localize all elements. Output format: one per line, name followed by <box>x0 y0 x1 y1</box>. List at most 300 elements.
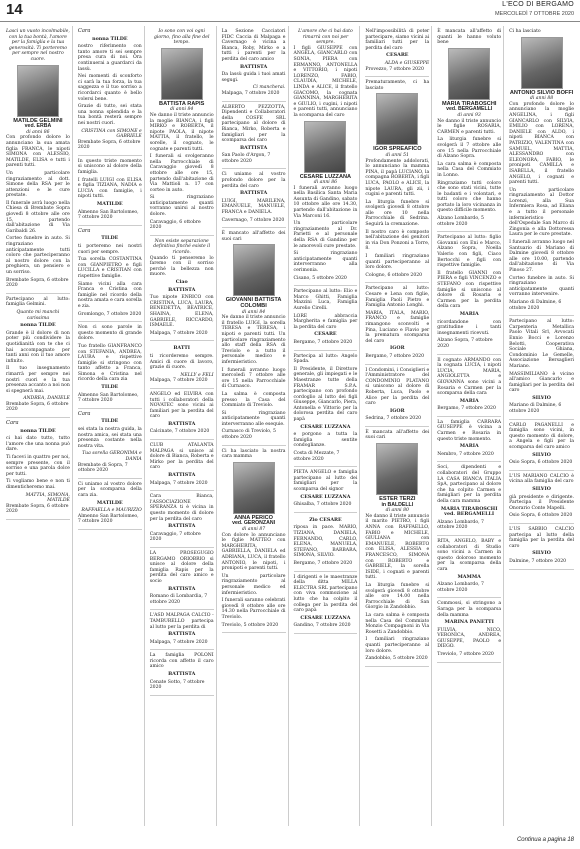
place-date: Malpaga, 7 ottobre 2020 <box>149 378 208 384</box>
signature: ANDREA, DANIELE <box>23 396 70 402</box>
notice-text: Con profondo dolore lo annunciano la sua amata figlia FRANCA, le nipoti SIMONA con ALESSIO, MATILDE, ELISA e tutti i parenti tutti. <box>6 135 70 169</box>
notice-text: L'US SABBIO CALCIO partecipa al lutto della famiglia per la perdita del caro <box>509 526 574 549</box>
name-heading: CESARE <box>314 331 337 338</box>
obituary-notice <box>150 548 214 610</box>
name-heading: MAMMA <box>457 573 481 580</box>
signature: MATTIA, SIMONA, MATILDE <box>25 492 70 504</box>
notice-text: LUIGI, MARILENA, EMANUELE, MANUELE, FRANCA e DANIELA. <box>221 198 286 216</box>
notice-text: ANGELO ed ELVIRA con tutti i collaboratori della NOVATEC sono vicini ai familiari per la perdita del caro <box>149 391 214 420</box>
obituary-notice <box>294 26 358 286</box>
obituary-notice <box>437 355 501 417</box>
place-date: Costa di Mezzate, 7 ottobre 2020 <box>293 451 340 462</box>
notice-text: L'US MARIANO CALCIO è vicina alla famiglia del caro <box>509 473 574 485</box>
place-date: Brembate Sopra, 6 ottobre 2020 <box>6 401 69 413</box>
obituary-notice <box>222 26 286 102</box>
name-heading: MARINA PANETTI <box>444 619 494 626</box>
deceased-info <box>365 147 429 158</box>
notice-text: I funerali saranno celebrati giovedì 8 ottobre alle ore 14.30 nella Parrocchiale di Treviolo. <box>221 598 286 620</box>
deceased-name: ANTONIO SILVIO BOFFI <box>509 89 574 96</box>
notice-text: Si ringraziano anticipatamente quanti interverranno alle esequie. <box>221 410 286 427</box>
deceased-info <box>6 119 70 136</box>
obituary-notice <box>78 26 142 156</box>
notice-text: RITA, ANGELO, BABY e collaboratori di Studio sono vicini a Carmen in questo doloroso momento per la scomparsa della cara <box>437 538 502 572</box>
name-heading: BATTISTA <box>239 190 268 197</box>
portrait-photo <box>304 121 346 173</box>
notice-text: MARIA, ITALA, MARIO, FRANCO e famiglie rimangono sconvolti e Pina, Luciano e Flavio per la prematura scomparsa del caro <box>365 310 430 344</box>
place-date: Malpaga, 7 ottobre 2020 <box>149 480 208 486</box>
portrait-photo <box>161 48 203 100</box>
place-date: Cenate Sotto, 7 ottobre 2020 <box>149 679 205 691</box>
notice-text: Ci ha lasciato <box>509 29 541 34</box>
place-date: Caravaggio, 6 ottobre 2020 <box>149 219 201 231</box>
notice-text: Corteo funebre in auto. Si ringraziano anticipatamente tutti coloro che parteciperanno al nostro dolore con la preghiera, un pensiero e un sorriso. <box>6 236 70 275</box>
name-heading: CESARE LUZZANA <box>300 423 351 430</box>
place-date: Brembate Sopra, 6 ottobre 2020 <box>6 503 69 515</box>
notice-text: Un particolare ringraziamento al Dottor Lorenzi, alla Sua Infermiera Rosa, ad Eliana e a tutto il personale infermieristico dell'Ospedale San Marco di Zingonia e alla Dottoressa Laura per le cure prestate. <box>509 187 574 238</box>
place-date: Dalmine, 7 ottobre 2020 <box>509 558 567 564</box>
place-date: Brembate Sopra, 6 ottobre 2020 <box>6 277 69 289</box>
name-heading: BATTISTA <box>168 585 196 592</box>
notice-text: Un particolare ringraziamento al Dr. Parietti e al personale della RSA di Gandino per le amorevoli cure prestate. <box>293 221 358 249</box>
notice-text: In questo triste momento si uniscono al dolore della famiglia. <box>77 158 142 176</box>
notice-text: Partecipano al lutto: Cesare e Lena con figlie, Famiglia Paoli Pietro e Famiglia Antonio Longhi. <box>365 286 430 309</box>
name-heading: IGOR <box>390 407 405 414</box>
deceased-name: CESARE LUZZANA <box>299 173 352 180</box>
notice-text: LA PROSEGUGIO BERGAMO ORIOBRIO si unisce al dolore della famiglia Rapis per la perdita del caro amico e socio <box>149 550 214 584</box>
name-heading: MATILDE <box>96 499 123 506</box>
notice-text: La cara salma è composta nella Casa del Commiato in Lonno. <box>437 161 502 178</box>
place-date: Malpaga, 7 ottobre 2020 <box>149 330 208 336</box>
portrait-photo <box>233 462 275 514</box>
name-heading: Zio CESARE <box>309 516 342 523</box>
notice-text: Partecipa al lutto: Angelo Spada. <box>293 353 358 365</box>
notice-text: Con profondo dolore lo annunciano la moglie ANGELINA, i figli GIANCARLO con SILVIA, EMILIO con LORENA, DANIELE con ALDO, i nipoti BIANCA con PATRIZIO, VALENTINA con SAMUEL, MATTIA, ALESSANDRO con ELEONORA, FABIO, le pronipoti CAMILLA e ISABELLA, il fratello ANGELO, i cognati e parenti tutti. <box>509 101 574 186</box>
notice-text: La famiglia POLONI ricorda con affetto il caro amico <box>149 653 214 670</box>
notice-text: Ne danno il triste annuncio il marito PIETRO, i figli ANNA con RAFFAELLO, FABIO e MICHELE, GIULIANA con EMANUELE, ROBERTO con ELISA, ALESSIA e FRANCESCO, SIMONA con ROBERTO e GABRIELE, la sorella ISIDE, i cognati e parenti tutti. <box>365 513 430 581</box>
notice-text: Partecipano al lutto: Carpenteria Metallica Paolo Vitali Srl, Avvocati Ennio Bocci e Lorenzo Belotti, Cooperativa Sociale Ghiana, Condominio Le Gemelle, Associazione Bersaglieri Mariano. <box>509 319 574 369</box>
signature: NELLY e FELI <box>180 372 214 378</box>
notice-text: La salma è composta presso la Casa del Commiato di Treviolo. <box>221 391 286 409</box>
notice-text: È mancata all'affetto di quanti le hanno voluto bene <box>437 29 502 46</box>
notice-text: ALBERTO PEZZOTTA, Dipendenti e Collaboratori della COSFE SRL partecipano al dolore di Bianca, Mirko, Roberta e famigliari per la scomparsa del caro <box>221 104 286 144</box>
notice-text: Ne danno il triste annuncio le figlie ROSARIA, CARMEN e parenti tutti. <box>437 118 502 135</box>
notice-text: Ringraziamo tutti coloro che sono stati vicini, tutte le badanti e i volontari, e tutti coloro che hanno portato la loro vicinanza in questo difficile momento. <box>437 180 502 214</box>
column-2 <box>76 26 145 826</box>
salutation: Cara <box>6 420 19 427</box>
obituary-notice <box>222 169 286 228</box>
notice-text: Siamo vicini alla cara Franca e Cristina con famiglie nel ricordo della nostra amata e cara sorella e zia. <box>77 281 142 309</box>
notice-text: La cara salma è composta nella Casa del Commiato Monzio Compagnoni in Via Rosetti a Zandobbio. <box>365 612 430 635</box>
obituary-notice <box>294 286 358 350</box>
place-date: Bergamo, 7 ottobre 2020 <box>293 339 353 345</box>
page-number: 14 <box>6 1 23 18</box>
name-heading: IGOR <box>390 345 405 352</box>
name-heading: MARIA TIRABOSCHI ved. BERGAMELLI <box>440 505 498 518</box>
name-heading: nonna TILDE <box>92 35 128 42</box>
notice-text: È mancato all'affetto dei suoi cari <box>221 231 286 242</box>
notice-text: Commossi, si stringono a Saraga per la scomparsa della mamma <box>437 601 502 618</box>
deceased-age: di anni 93 <box>457 112 481 118</box>
place-date: Ghisalba, 7 ottobre 2020 <box>293 502 352 508</box>
notice-text: Ci ha lasciato la nostra cara mamma <box>221 448 286 460</box>
name-heading: MARIA <box>459 443 479 450</box>
notice-text: Tuo fratello GIANFRANCO con STEFANIA, ANDREA, LAURA e rispettive famiglie si stringono con tanto affetto a Franca, Simona e Cristina nel ricordo della cara zia <box>77 343 142 383</box>
notice-text: I Condomini, i Consiglieri e l'Amministratore del CONDOMINIO PLATANO si uniscono al dolore di Roberta, Luca, Paolo e Alice per la perdita del caro <box>365 367 430 407</box>
place-date: Alzano Lombardo, 7 ottobre 2020 <box>437 582 484 593</box>
name-heading: BATTISTA <box>168 523 196 530</box>
place-date: Caravaggio, 7 ottobre 2020 <box>149 531 201 543</box>
salutation: Cara <box>77 227 91 234</box>
notice-text: Ci uniamo al vostro profondo dolore per la perdita del caro <box>221 172 286 189</box>
place-date: Mariano di Dalmine, 6 ottobre 2020 <box>509 403 562 415</box>
deceased-age: di anni 86 <box>313 180 338 186</box>
obituary-notice <box>437 26 501 232</box>
obituary-notice <box>6 26 70 294</box>
obituary-notice <box>294 572 358 634</box>
notice-text: È mancata all'affetto dei suoi cari <box>365 429 430 441</box>
name-heading: SILVIO <box>532 486 551 492</box>
notice-text: Partecipano al lutto: Elio e Marco Ghitti, Famiglia Mazzini Luca, Famiglia Aurelio Cirelli. <box>293 289 358 311</box>
place-date: Almenno San Bartolomeo, 7 ottobre 2020 <box>77 392 139 404</box>
quote-text: Io sono con voi ogni giorno, fino alla fine del tempo. <box>153 29 210 46</box>
portrait-photo <box>448 48 490 100</box>
notice-text: CLUB ATALANTA MALPAGA si unisce al dolore di Bianca, Roberta e Mirko per la perdita del caro <box>149 443 214 471</box>
place-date: Mariano di Dalmine, 6 ottobre 2020 <box>509 299 562 311</box>
signature: CRISTINA con SIMONE e GABRIELE <box>81 128 142 140</box>
place-date: Provezzo, 7 ottobre 2020 <box>365 66 424 72</box>
obituary-notice <box>509 26 574 316</box>
notice-text: Quando ti penseremo lo faremo con il sorriso perché la bellezza non muore. <box>149 255 214 278</box>
name-heading: TILDE <box>101 384 119 391</box>
deceased-age: di anni 51 <box>385 152 409 158</box>
name-heading: CESARE LUZZANA <box>300 493 351 500</box>
name-heading: BATTISTA <box>239 63 268 70</box>
continue-note: Continua a pagina 18 <box>516 837 574 843</box>
quote-text: Quanto mi manchi carissima <box>16 309 60 321</box>
notice-text: Grande è il dolore di non poter più condividere la quotidianità con te che ci hai accompagnato per tanti anni con il tuo amore infinito. <box>6 330 70 364</box>
notice-text: I familiari ringraziano quanti parteciperanno al loro dolore. <box>365 637 430 654</box>
deceased-married-name: ved. GERONZANI <box>232 520 276 527</box>
place-date: Osio Sopra, 6 ottobre 2020 <box>509 513 573 519</box>
notice-text: e porgono a tutta la famiglia sentite condoglianze. <box>293 432 358 449</box>
name-heading: BATTISTA <box>168 420 196 427</box>
quote-text: L'amore che ci hai dato rimarrà con noi per sempre. <box>298 29 353 46</box>
obituary-notice <box>222 446 286 633</box>
notice-text: Ne danno il triste annuncio la moglie BIANCA, i figli MIRKO e ROBERTA, il nipote PAOLA, il nipote MATTIA, il fratello, le sorelle, il cognato, le cognate e parenti tutti. <box>149 112 214 152</box>
notice-text: Un particolare ringraziamento al personale medico ed infermieristico. <box>221 573 286 596</box>
obituary-notice <box>150 491 214 548</box>
place-date: Zandobbio, 5 ottobre 2020 <box>365 656 428 662</box>
deceased-married-name: in BALDELLI <box>381 501 414 508</box>
name-heading: BATTISTA <box>168 631 196 638</box>
deceased-info <box>509 91 574 102</box>
notice-text: sei stata la nostra guida, la nostra amica, sei stata una presenza costante nella nostra vita. <box>77 427 142 449</box>
obituary-notice <box>509 420 574 471</box>
notice-text: Profondamente addolorati, lo annunciano la mamma PINA, il papà LUCIANO, la compagna ROBERTA, i figli LUCA, PAOLO e ALICE, la nipote LAURA, gli zii, i cugini e parenti tutti. <box>365 158 430 198</box>
name-heading: TILDE <box>101 235 119 242</box>
notice-text: nostro riferimento con tanto amore ti sei sempre presa cura di noi. Ora continuerai a guardarci da lassù. <box>77 44 142 72</box>
notice-text: ci hai dato tutto, tutto l'amore che una nonna può dare. <box>6 436 70 453</box>
portrait-photo <box>376 93 418 145</box>
newspaper-name: L'ECO DI BERGAMO <box>502 1 574 8</box>
deceased-info <box>222 516 286 533</box>
notice-text: La liturgia funebre si svolgerà giovedì 8 ottobre alle ore 14.00 nella Parrocchiale di San Giorgio in Zandobbio. <box>365 582 430 611</box>
notice-text: FULVIA, NICO, VERONICA, ANDREA, GIUSEPPE, PAOLO e DIEGO. <box>437 627 502 650</box>
deceased-name: GIOVANNI BATTISTA COLOMBI <box>225 297 282 309</box>
notice-text: I funerali avranno luogo nel Santuario di Mariano di Dalmine giovedì 8 ottobre alle ore 10.00, partendo dall'abitazione di Via Pinoso 27. <box>509 240 574 273</box>
place-date: Almenno San Bartolomeo, 7 ottobre 2020 <box>77 209 139 221</box>
obituary-notice <box>294 513 358 572</box>
obituary-notice <box>294 351 358 468</box>
notice-text: I familiari ringraziano quanti parteciperanno al loro dolore. <box>365 254 430 271</box>
deceased-name: IGOR SPREAFICO <box>373 146 422 153</box>
notice-text: Da lassù guida i tuoi amati segugi. <box>221 72 286 83</box>
name-heading: CESARE <box>386 52 409 59</box>
obituary-notice <box>78 322 142 409</box>
portrait-photo <box>376 443 418 495</box>
page-header <box>0 0 580 22</box>
name-heading: MARIA <box>459 397 479 404</box>
notice-text: I funerali si svolgeranno nella Parrocchiale di Caravaggio giovedì 8 ottobre alle ore 15, partendo dall'abitazione di Via Mattioli n. 17 con corteo in auto. <box>149 154 214 193</box>
notice-text: Cara Bianca, l'ASSOCIAZIONE SPERANZA ti è vicina in questo momento di dolore per la perdita del caro <box>149 494 214 522</box>
deceased-age: di anni 86 <box>26 129 50 135</box>
name-heading: BATTISTA <box>168 671 196 678</box>
obituary-notice <box>437 232 501 354</box>
notice-text: Si ringraziano anticipatamente quanti vorranno unirsi al nostro dolore. <box>149 195 214 218</box>
name-heading: BATTISTA <box>239 144 268 151</box>
notice-text: I figli GIUSEPPE con ANGELA, GIANCARLO con SONIA, PIERA con ERMANNO, ANTONELLA e VITTORIO, i nipoti LORENZO, FABIO, CLAUDIA, MICHELE, LINDA e ALICE, il fratello GIACOMO, la cognata GIANNINA, MARGHERITA e GIULIO, i cugini, i nipoti e parenti tutti, annunciano la scomparsa del caro <box>293 45 358 118</box>
column-6 <box>363 26 432 826</box>
obituary-notice <box>78 479 142 530</box>
salutation: Cara <box>77 410 91 417</box>
notice-text: Si ringraziano anticipatamente quanti interverranno alla cerimonia. <box>293 251 358 273</box>
obituary-notice <box>78 226 142 322</box>
obituary-notice <box>150 26 214 236</box>
deceased-age: di anni 84 <box>241 309 266 315</box>
obituary-notice <box>365 26 429 77</box>
place-date: Almenno San Bartolomeo, 7 ottobre 2020 <box>77 513 139 525</box>
deceased-info <box>294 175 358 186</box>
portrait-photo <box>17 65 59 117</box>
notice-text: Ti vogliamo bene e non ti dimenticheremo mai. <box>6 479 70 490</box>
deceased-age: di anni 80 <box>385 508 409 514</box>
obituary-notice <box>222 228 286 445</box>
place-date: Romano di Lombardia, 7 ottobre 2020 <box>149 594 208 605</box>
notice-text: Tua sorella COSTANTINA con GIANPIETRO e figli LUCILLA e CRISTIAN con rispettive famiglie. <box>77 257 142 279</box>
place-date: Treviolo, 5 ottobre 2020 <box>221 622 279 628</box>
obituary-notice <box>6 294 70 418</box>
obituary-notice <box>150 610 214 650</box>
signature: Ci mancherai. <box>252 85 286 91</box>
notice-text: I fratelli LUIGI con ELISA e figlia TIZIANA, NADIA e LUCIA con famiglie, i nipoti tutti. <box>77 177 142 200</box>
deceased-name: MARIA TIRABOSCHI <box>441 100 497 107</box>
column-1 <box>4 26 73 826</box>
place-date: Nembro, 7 ottobre 2020 <box>437 451 494 457</box>
place-date: Cologno, 6 ottobre 2020 <box>365 272 423 278</box>
name-heading: Ciao <box>175 279 188 285</box>
notice-text: Ne danno il triste annuncio il fratello LUIGI, la sorella TERESA e TERESA, i nipoti e parenti tutti. Un particolare ringraziamento allo staff della RSA di Treviolo e a tutto il personale medico e infermieristico. <box>221 315 286 365</box>
obituary-notice <box>78 409 142 479</box>
obituary-notice <box>437 536 501 598</box>
notice-text: Con dolore lo annunciano le figlie MATTEO con MARGHERITA, GABRIELLA, DANIELA ed ADRIANA, LUCA, il fratello ANTONIO, le nipoti, i pronipoti e parenti tutti. <box>221 532 286 572</box>
notice-text: La famiglia CARRARA GIUSEPPE è vicina a Carmen e Rosaria in questo triste momento. <box>437 419 502 442</box>
place-date: Bergamo, 7 ottobre 2020 <box>293 560 353 566</box>
place-date: Curnasco di Treviolo, 5 ottobre 2020 <box>221 429 276 441</box>
name-heading: MARIA <box>459 310 479 317</box>
notice-text: MASSIMILIANO è vicino all'amico Giancarlo e famigliari per la perdita del caro <box>509 371 574 394</box>
place-date: Cavernago, 7 ottobre 2020 <box>221 217 285 223</box>
place-date: Osio Sopra, 6 ottobre 2020 <box>509 460 573 466</box>
notice-text: Il nostro caro è composto nell'abitazione dei genitori in via Don Ponzoni a Torre, 8. <box>365 229 430 252</box>
notice-text: CARLO PAGANELLI e famiglia sono vicini, in questo momento di dolore, a Angela e figli per la scomparsa del caro amico <box>509 422 574 451</box>
name-heading: CESARE LUZZANA <box>300 614 351 621</box>
deceased-info <box>150 102 214 113</box>
place-date: Malpaga, 7 ottobre 2020 <box>221 90 280 96</box>
place-date: Bergamo, 7 ottobre 2020 <box>437 406 496 412</box>
deceased-info <box>365 497 429 514</box>
deceased-name: BATTISTA RAPIS <box>159 100 205 107</box>
signature: ALDA e GIUSEPPE <box>384 60 430 66</box>
deceased-name: MATILDE GELMINI <box>13 117 63 124</box>
place-date: Brembate di Sopra, 7 ottobre 2020 <box>77 462 128 474</box>
place-date: Gromlongo, 7 ottobre 2020 <box>77 311 142 317</box>
place-date: Bergamo, 7 ottobre 2020 <box>365 353 424 359</box>
notice-text: Un particolare ringraziamento al dott. Simone della RSA per le attenzioni e le cure prestate. <box>6 170 70 199</box>
obituary-notice <box>150 341 214 389</box>
obituary-notice <box>365 427 429 667</box>
obituary-notice <box>365 77 429 283</box>
deceased-married-name: ved. BERGAMELLI <box>446 106 493 113</box>
obituary-notice <box>365 365 429 427</box>
place-date: Brembate Sopra, 6 ottobre 2020 <box>77 139 141 151</box>
notice-text: Grazie di tutto, sei stata una nonna splendida e la tua bontà resterà sempre nei nostri cuori. <box>77 104 142 126</box>
notice-text: LORE abbraccia Margherita e famiglia per la perdita del caro <box>293 313 358 330</box>
notice-text: La Sezione Cacciatori FIDC Caccia di Malpaga e Cavernago è vicina a Bianca, Roby, Mirko e a tutti i parenti per la perdita del caro amico <box>221 29 286 62</box>
notice-text: Il fratello GIANNI con PIERA e figli VINCENZO e STEFANO con rispettive famiglie si uniscono al dolore di Rosaria e Carmen per la perdita della cara <box>437 270 502 310</box>
place-date: Treviolo, 7 ottobre 2020 <box>437 652 494 658</box>
obituary-notice <box>150 440 214 491</box>
deceased-name: ESTER TERZI <box>379 496 416 503</box>
notice-text: L'ASD MALPAGA CALCIO - TAMBURELLO partecipa al lutto per la perdita di <box>149 613 214 630</box>
notice-text: Ci uniamo al vostro dolore per la scomparsa della cara zia. <box>77 481 142 498</box>
name-heading: BATTISTA <box>168 286 196 293</box>
quote-text: Non esiste separazione definitiva finché esiste il ricordo. <box>153 238 211 256</box>
name-heading: SILVIO <box>532 394 551 401</box>
place-date: San Paolo d'Argon, 7 ottobre 2020 <box>221 153 271 164</box>
notice-text: Non ci sono parole in questo momento di grande dolore. <box>77 325 142 342</box>
name-heading: SILVIO <box>532 451 551 458</box>
place-date: Gandino, 7 ottobre 2020 <box>293 623 351 629</box>
column-7 <box>435 26 504 826</box>
name-heading: SILVIO <box>532 550 551 557</box>
obituary-notice <box>150 389 214 440</box>
name-heading: TILDE <box>101 418 119 425</box>
obituary-notice <box>294 467 358 513</box>
obituary-notice <box>509 471 574 524</box>
issue-date: MERCOLEDÌ 7 OTTOBRE 2020 <box>494 11 574 17</box>
place-date: Alzano Lombardo, 7 ottobre 2020 <box>437 519 484 531</box>
notice-text: già presidente e dirigente. Partecipa il Presidente Onorario Conte Mapelli. <box>509 494 574 511</box>
portrait-photo <box>233 244 275 296</box>
obituary-notice <box>437 417 501 463</box>
notice-text: ti porteremo nei nostri cuori per sempre. <box>77 244 142 255</box>
obituary-notice <box>365 283 429 364</box>
name-heading: BATTI <box>173 345 191 352</box>
obituary-notice <box>78 156 142 226</box>
notice-text: La liturgia funebre si svolgerà giovedì 8 ottobre alle ore 10 nella Parrocchiale di Sedrina. Seguirà la cremazione. <box>365 199 430 228</box>
notice-text: Partecipano al lutto: figlio Giovanni con Eni e Marco, Alzano Sopra, Noella Valerio con figli, Ciaco Bertocchi e figli con rispettive famiglie. <box>437 235 502 269</box>
notice-text: Tuo nipote ENRICO con CRISTINA, LUCA, LAURA, BENEDETTA, BEATRICE, SHAINA, ELENA, GABRIELE, RICCARDO, ISMAELE. <box>149 295 214 329</box>
obituary-notice <box>150 236 214 342</box>
name-heading: BATTISTA <box>168 472 196 479</box>
deceased-age: di anni 87 <box>241 527 266 533</box>
obituary-notice <box>437 462 501 536</box>
salutation: Cara <box>77 28 91 34</box>
obituary-notice <box>150 650 214 696</box>
place-date: Alzano Sopra, 7 ottobre 2020 <box>437 338 493 349</box>
signature: Tua sorella GERONIMA e DANIA <box>82 451 142 462</box>
notice-text: Prematuramente, ci ha lasciato <box>365 80 430 91</box>
column-4 <box>220 26 289 826</box>
name-heading: nonna TILDE <box>20 427 56 434</box>
place-date: Sedrina, 7 ottobre 2020 <box>365 416 422 422</box>
notice-text: Partecipano al lutto: famiglia Gelmini. <box>6 296 70 308</box>
place-date: Malpaga, 7 ottobre 2020 <box>149 639 208 645</box>
notice-text: Il tuo insegnamento rimarrà per sempre nei nostri cuori e la tua presenza accanto a noi non si spegnerà mai. <box>6 366 70 394</box>
column-5 <box>292 26 361 826</box>
obituary-notice <box>6 418 70 520</box>
notice-text: Nell'impossibilità di poter partecipare, siamo vicini ai familiari tutti per la perdita del caro <box>365 29 430 51</box>
notice-text: Soci, dipendenti e collaboratori del Gruppo LA CASA BIANCA ITALIA SpA, partecipano al dolore che ha colpito Carmen e famigliari per la perdita della cara mamma <box>437 465 502 504</box>
signature: RAFFAELLA e MAURIZIO <box>81 508 142 514</box>
obituary-notice <box>222 102 286 170</box>
notice-text: riposa in pace. MARIO, TIZIANA, DANIELA, FERNANDO, CARLO, ELENA, MANUELA, STEFANO, BARBARA, SIMONA, SILVIO. <box>293 525 358 559</box>
name-heading: nonna TILDE <box>20 322 56 329</box>
deceased-info <box>437 102 501 119</box>
obituary-notice <box>437 598 501 662</box>
notice-text: I funerali avranno luogo mercoledì 7 ottobre alle ore 15 nella Parrocchiale di Curnasco. <box>221 367 286 390</box>
place-date: Calcinate, 7 ottobre 2020 <box>149 429 210 435</box>
quote-text: Lasci un vuoto incolmabile, con la tua bontà, l'amore per la famiglia e la tua generosità. Ti porteremo per sempre nel nostro cuore. <box>6 29 70 62</box>
obituary-notice <box>509 524 574 570</box>
notice-text: Il Presidente, il Direttore generale, gli impiegati e le Maestranze tutte della FRAMAR S.P.A. partecipano con profondo cordoglio al lutto dei figli Giuseppe, Giancarlo, Piera, Antonella e Vittorio per la dolorosa perdita del caro papà <box>293 366 358 423</box>
column-3 <box>148 26 217 826</box>
notice-text: Il cognato ARMANDO con la cognata LUCIA, i nipoti LUCIA, MARIA, ANGIOLETTA e GIOVANNA sono vicini a Rosaria e Carmen per la scomparsa della cara <box>437 357 502 397</box>
notice-text: ricordandone con gratitudine i tanti insegnamenti ricevuti. <box>437 319 502 336</box>
deceased-age: di anni 84 <box>170 107 194 113</box>
notice-text: I dirigenti e le maestranze della ditta MILLA ELECTRA SRL partecipano con viva commozione al lutto che ha colpito il collega per la perdita del caro papà <box>293 574 358 614</box>
notice-text: ti ricorderemo sempre. Amici di cuore di lavoro, grazie di cuore. <box>149 353 214 371</box>
deceased-name: ANNA PERICO <box>234 514 274 521</box>
notice-text: Ti facevi in quattro per noi, sempre presente, con il sorriso e una parola dolce per tutti. <box>6 455 70 477</box>
notice-text: Corteo funebre in auto. Si ringraziano anticipatamente quanti vorranno intervenire. <box>509 275 574 298</box>
deceased-married-name: ved. ERBA <box>24 123 52 130</box>
portrait-photo <box>521 37 563 89</box>
column-8 <box>507 26 576 826</box>
notice-text: I funerali avranno luogo nella Basilica Santa Maria Assunta di Gandino, sabato 10 ottobre alle ore 14.30, partendo dall'abitazione in Via Marconi 16. <box>293 185 358 219</box>
place-date: Cisano, 5 ottobre 2020 <box>293 275 347 281</box>
notice-text: Nei momenti di sconforto ci sarà la tua forza, la tua saggezza e il tuo sorriso a ricordarci quanto è bello volersi bene. <box>77 74 142 102</box>
notice-text: PIETA ANGELO e famiglia partecipano al lutto dei famigliari per la scomparsa del signor <box>293 470 358 492</box>
deceased-age: di anni 88 <box>529 96 554 102</box>
obituary-notice <box>509 316 574 420</box>
name-heading: MATILDE <box>96 201 123 208</box>
notice-text: La liturgia funebre si svolgerà il 7 ottobre alle ore 15 nella Parrocchiale di Alzano Sopra. <box>437 137 502 160</box>
place-date: Alzano Lombardo, 5 ottobre 2020 <box>437 216 484 227</box>
notice-text: Il funerale avrà luogo nella Chiesa di Brembate Sopra giovedì 8 ottobre alle ore 15, partendo dall'abitazione di Via Garibaldi 26. <box>6 200 70 234</box>
deceased-info <box>222 298 286 315</box>
obituary-columns <box>4 26 576 826</box>
